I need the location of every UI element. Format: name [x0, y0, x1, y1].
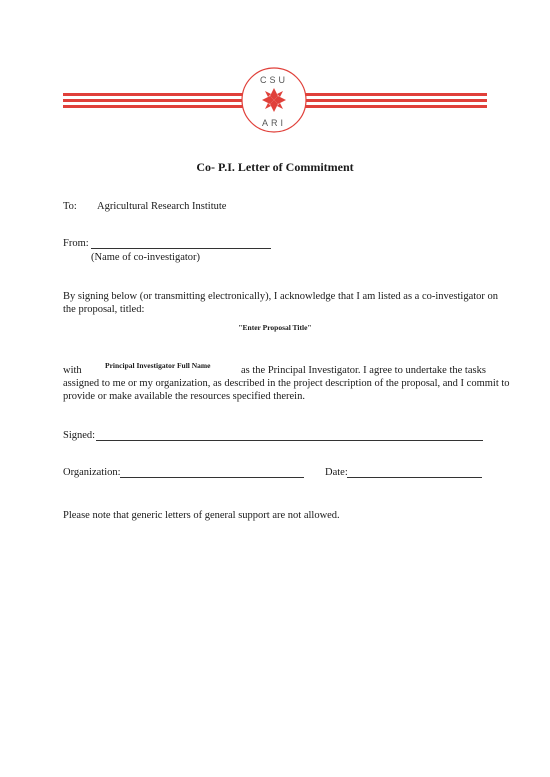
support-note: Please note that generic letters of general support are not allowed.	[63, 510, 340, 521]
date-field[interactable]	[347, 477, 482, 478]
pi-name-field[interactable]: Principal Investigator Full Name	[105, 361, 211, 370]
pi-line-2: assigned to me or my organization, as described in the project description of the proposal, and I commit to	[63, 378, 510, 389]
acknowledge-line-2: the proposal, titled:	[63, 304, 145, 315]
to-value: Agricultural Research Institute	[97, 201, 227, 212]
page-title: Co- P.I. Letter of Commitment	[196, 160, 354, 174]
date-label: Date:	[325, 467, 348, 478]
pi-line-1-rest: as the Principal Investigator. I agree to undertake the tasks	[241, 365, 486, 376]
organization-label: Organization:	[63, 467, 121, 478]
acknowledge-line-1: By signing below (or transmitting electronically), I acknowledge that I am listed as a co-investigator on	[63, 291, 499, 302]
with-label: with	[63, 365, 82, 376]
logo-top-text: CSU	[259, 75, 289, 85]
signed-label: Signed:	[63, 430, 96, 441]
logo-bottom-text: ARI	[261, 118, 287, 128]
proposal-title-field[interactable]: "Enter Proposal Title"	[238, 323, 312, 332]
pi-line-3: provide or make available the resources specified therein.	[63, 391, 305, 402]
from-label: From:	[63, 238, 89, 249]
from-hint: (Name of co-investigator)	[91, 252, 201, 263]
signature-field[interactable]	[96, 440, 483, 441]
from-name-field[interactable]	[91, 248, 271, 249]
organization-field[interactable]	[120, 477, 304, 478]
csu-ari-logo-icon	[240, 66, 308, 134]
to-label: To:	[63, 201, 77, 212]
